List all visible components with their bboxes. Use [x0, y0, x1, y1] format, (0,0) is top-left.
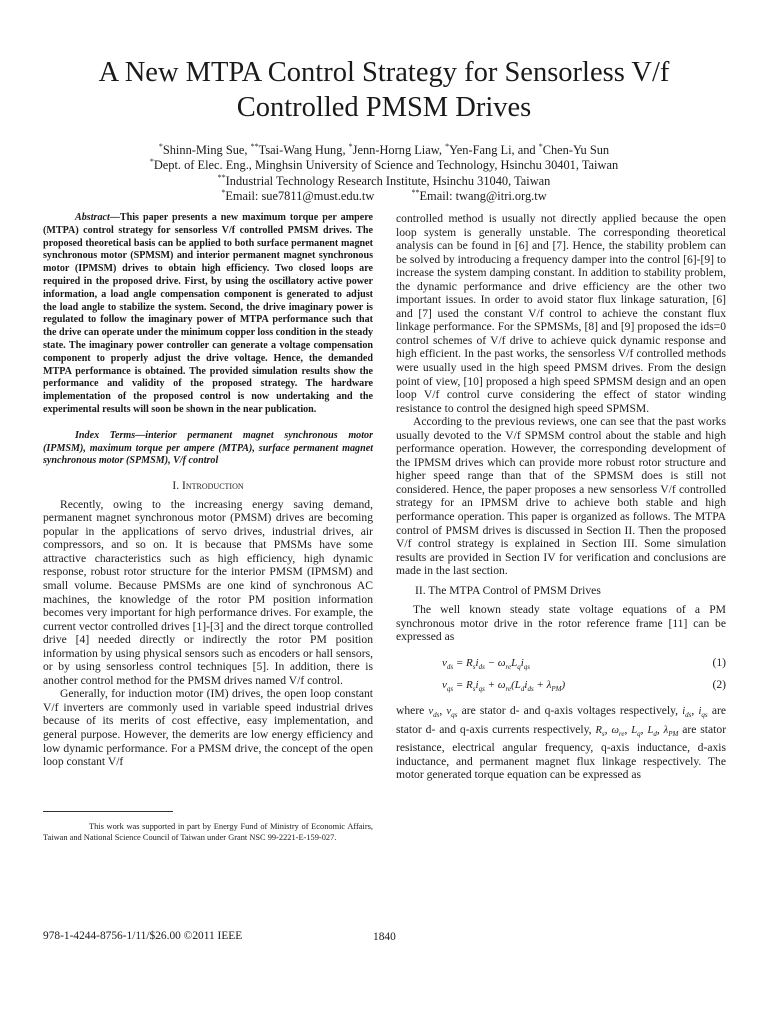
author-emails: *Email: sue7811@must.edu.tw **Email: twang@itri.org.tw: [221, 187, 547, 203]
body-paragraph-1: controlled method is usually not directly applied because the open loop system is generally unstable. The corresponding theoretical analysis can be found in [6] and [7]. Hence, the stability problem can be solved by introducing a frequency damper into the control [6]-[9] to increase the system damping constant. In addition to stability problem, the dynamic performance and drive efficiency are the other two important issues. In order to avoid stator flux linkage saturation, [6] and [7] used the constant V/f control to achieve the constant flux linkage performance. For the SPMSMs, [8] and [9] proposed the ids=0 control schemes of V/f drive to achieve quick dynamic response and high efficient. In the past works, the sensorless V/f controlled methods were usually used in the high speed PMSM drives. From the design point of view, [10] proposed a high speed SPMSM design and an open loop V/f control curve considering the effect of stator winding resistance to control the designed high speed SPMSM.: [396, 212, 726, 415]
equation-1-number: (1): [712, 655, 726, 669]
author-name: Shinn-Ming Sue,: [162, 143, 251, 157]
body-paragraph-2: According to the previous reviews, one can see that the past works usually devoted to the V/f SPMSM control about the stable and high performance operation. However, the corresponding development of the IPMSM drives which can provide more robust rotor structure and higher speed range than that of the SPMSM does is still not considered. Hence, the paper proposes a new sensorless V/f controlled strategy for an IPMSM drive to achieve both stable and high performance operation. This paper is organized as follows. The MTPA control of PMSM drives is discussed in Section II. Then the proposed V/f control strategy is explained in Section III. Some simulation results are provided in Section IV for verification and conclusions are made in the last section.: [396, 415, 726, 578]
section-heading-mtpa: II. The MTPA Control of PMSM Drives: [415, 583, 601, 597]
equation-1-expression: $v_{ds} = R_si_{ds} - \omega_{re}L_qi_{qs}$: [442, 656, 531, 672]
paper-title: [40, 55, 728, 125]
footnote-rule: [43, 811, 173, 812]
intro-paragraph-2: Generally, for induction motor (IM) drives, the open loop constant V/f inverters are commonly used in variable speed industrial drives because of its merits of cost effective, easy implementation, and general purpose. However, the demerits are low energy efficiency and low dynamic performance. For a PMSM drive, the concept of the open loop constant V/f: [43, 687, 373, 769]
author-name: Jenn-Horng Liaw,: [352, 143, 446, 157]
equation-2: [396, 674, 726, 696]
equation-2-expression: $v_{qs} = R_si_{qs} + \omega_{re}(L_di_{ds} + \lambda_{PM})$: [442, 678, 566, 694]
funding-footnote: This work was supported in part by Energy Fund of Ministry of Economic Affairs, Taiwan and National Science Council of Taiwan under Grant NSC 99-2221-E-159-027.: [43, 822, 373, 842]
equation-1: [396, 652, 726, 674]
author-list: *Shinn-Ming Sue, **Tsai-Wang Hung, *Jenn-Horng Liaw, *Yen-Fang Li, and *Chen-Yu Sun: [158, 142, 610, 157]
abstract-label: Abstract: [75, 212, 110, 223]
author-name: Yen-Fang Li, and: [449, 143, 539, 157]
page-number: 1840: [373, 931, 396, 943]
affiliation-1: *Dept. of Elec. Eng., Minghsin University of Science and Technology, Hsinchu 30401, Taiwan: [149, 157, 619, 173]
section-heading-introduction: I. Introduction: [172, 479, 244, 493]
abstract-text: —This paper presents a new maximum torque per ampere (MTPA) control strategy for sensorless V/f controlled PMSM drives. The proposed theoretical basis can be applied to both surface permanent magnet synchronous motor (SPMSM) and interior permanent magnet synchronous motor (IPMSM) drives to obtain high efficiency. Two closed loops are required in the proposed drive. First, by using the oscillatory active power information, a load angle compensation component is generated to adjust the load angle to stabilize the system. Second, the drive imaginary power is regulated to follow the imaginary power of MTPA performance such that the drive can operate under the minimum copper loss condition in the steady state. The imaginary power controller can generate a voltage compensation component to properly adjust the drive voltage. Hence, the demanded MTPA performance is obtained. The provided simulation results show the performance and validity of the proposed strategy. The hardware implementation of the proposed control is now undertaking and the experimental results will soon be shown in the near publication.: [43, 212, 373, 415]
author-block: [40, 143, 728, 204]
equation-2-number: (2): [712, 677, 726, 691]
email-1: Email: sue7811@must.edu.tw: [225, 188, 375, 203]
intro-paragraph-1: Recently, owing to the increasing energy saving demand, permanent magnet synchronous motor (PMSM) drives are becoming popular in the applications of servo drives, industrial drives, air compressors, and so on. It is because that PMSMs have some attractive characteristics such as high efficiency, high dynamic response, robust rotor structure for the interior PMSM (IPMSM) and small volume. Because PMSMs are one kind of synchronous AC machines, the knowledge of the rotor PM position information becomes very important for high performance drives. For example, the current vector controlled drives [1]-[3] and the direct torque controlled drive [4] needed directly or indirectly the rotor PM position information by using physical sensors such as encoders or hall sensors, or by using sensorless control techniques [5]. In addition, there is another control method for the PMSM drives named V/f control.: [43, 497, 373, 687]
index-terms: Index Terms—interior permanent magnet synchronous motor (IPMSM), maximum torque per ampere (MTPA), surface permanent magnet synchronous motor (SPMSM), V/f control: [43, 429, 373, 467]
affiliation-2: **Industrial Technology Research Institute, Hsinchu 31040, Taiwan: [217, 172, 551, 188]
abstract: [43, 212, 373, 417]
variable-definitions: where $v_{ds}$, $v_{qs}$ are stator d- and q-axis voltages respectively, $i_{ds}$, $i_{qs}$ are stator d- and q-axis currents respectively, $R_s$, $\omega_{re}$, $L_q$, $L_d$, $\lambda_{PM}$ are stator resistance, electrical angular frequency, q-axis inductance, d-axis inductance, and permanent magnet flux linkage respectively. The motor generated torque equation can be expressed as: [396, 703, 727, 782]
title-line-1: A New MTPA Control Strategy for Sensorless V/f: [98, 57, 670, 88]
email-2: Email: twang@itri.org.tw: [419, 188, 547, 203]
right-column: [396, 212, 726, 782]
equation-block: [396, 652, 726, 696]
author-name: Chen-Yu Sun: [542, 143, 610, 157]
body-paragraph-3: The well known steady state voltage equations of a PM synchronous motor drive in the rotor reference frame [11] can be expressed as: [396, 603, 726, 644]
title-line-2: Controlled PMSM Drives: [236, 92, 532, 123]
left-column: [43, 212, 373, 769]
copyright-line: 978-1-4244-8756-1/11/$26.00 ©2011 IEEE: [43, 930, 243, 942]
author-name: Tsai-Wang Hung,: [258, 143, 349, 157]
